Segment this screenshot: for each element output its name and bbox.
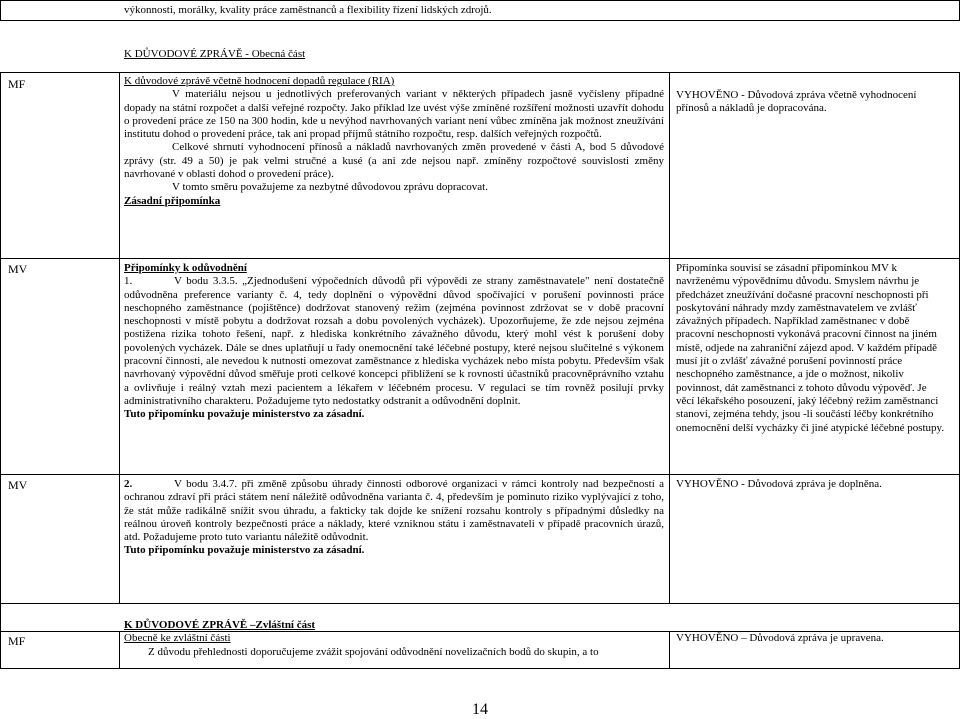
comment-paragraph: 2. V bodu 3.4.7. při změně způsobu úhrady činnosti odborové organizaci v rámci kontroly nad bezpečností a ochranou zdraví při práci státem není náležitě odůvodněna varianta č. 4, především je pominuto riziko vyplývající z toho, že stát může radikálně snížit svou úhradu, a fakticky tak dojde ke snížení rozsahu kontroly s případnými důsledky na reálnou úroveň kontroly bezpečnosti práce a náklady, které vzniknou státu i zaměstnavateli v případě pracovních úrazů, atd. Požadujeme proto tuto variantu náležitě odůvodnit.	[124, 478, 664, 544]
comment-title: K důvodové zprávě včetně hodnocení dopadů regulace (RIA)	[124, 75, 395, 87]
submitter-label: MV	[8, 262, 28, 276]
table-rule	[0, 474, 1, 604]
comment-title: Připomínky k odůvodnění	[124, 262, 247, 274]
submitter-label: MV	[8, 478, 28, 492]
comment-title: Obecně ke zvláštní části	[124, 632, 231, 645]
comment-paragraph: V tomto směru považujeme za nezbytné důvodovou zprávu dopracovat.	[172, 181, 488, 194]
comment-cell	[124, 75, 664, 208]
item-number: 1.	[124, 275, 133, 288]
section-heading: K DŮVODOVÉ ZPRÁVĚ –Zvláštní část	[124, 619, 316, 631]
table-rule	[0, 258, 960, 259]
table-rule	[119, 258, 120, 475]
table-rule	[669, 474, 670, 604]
page-number: 14	[472, 701, 488, 718]
comment-cell	[124, 619, 664, 659]
table-rule	[0, 72, 960, 73]
comment-conclusion: Tuto připomínku považuje ministerstvo za zásadní.	[124, 408, 365, 421]
comment-conclusion: Zásadní připomínka	[124, 194, 221, 207]
table-rule	[119, 474, 120, 604]
comment-paragraph: 1. V bodu 3.3.5. „Zjednodušení výpočedních důvodů při výpovědi ze strany zaměstnavatele" není dostatečně odůvodněna preference varianty č. 4, tedy doplnění o výpovědní důvod spočívající v porušení povinnosti práce neschopného zaměstnance (pojištěnce) dodržovat stanovený režim (zejména povinnost zdržovat se v době pracovní neschopnosti v místě pobytu a dodržovat rozsah a dobu povolených vycházek). Upozorňujeme, že zde nejsou zejména postižena rizika tohoto řešení, např. z hlediska konkrétního závažného důvodu, který mohl vést k porušení doby povolených vycházek. Dále se dnes uplatňují u řady onemocnění také léčebné postupy, které nejsou slučitelné s výkonem pracovní činnosti, ale nevedou k nutnosti omezovat zaměstnance z hlediska vycházek nebo místa pobytu. Především však navrhovaný výpovědní důvod směřuje proti celkové koncepci přiblížení se k rovnosti účastníků pracovněprávního vztahu a ovlivňuje i reálný vztah mezi pacientem a lékařem v léčebném procesu. V regulaci se tím rovněž posilují prvky administrativního charakteru. Požadujeme tyto nedostatky odstranit a odůvodnění doplnit.	[124, 275, 664, 407]
comment-cell	[124, 478, 664, 558]
table-rule	[0, 72, 1, 259]
table-rule	[0, 0, 960, 1]
comment-paragraph: Z důvodu přehlednosti doporučujeme zvážit spojování odůvodnění novelizačních bodů do skupin, a to	[148, 645, 599, 658]
table-rule	[0, 258, 1, 475]
continued-text: výkonnosti, morálky, kvality práce zaměstnanců a flexibility řízení lidských zdrojů.	[124, 4, 492, 16]
table-rule	[0, 631, 1, 669]
submitter-label: MF	[8, 77, 26, 91]
comment-conclusion: Tuto připomínku považuje ministerstvo za zásadní.	[124, 544, 365, 557]
table-rule	[669, 72, 670, 259]
table-rule	[0, 0, 1, 21]
section-heading: K DŮVODOVÉ ZPRÁVĚ - Obecná část	[124, 48, 306, 60]
resolution-cell: VYHOVĚNO – Důvodová zpráva je upravena.	[676, 632, 884, 644]
resolution-cell: VYHOVĚNO - Důvodová zpráva včetně vyhodnocení přínosů a nákladů je dopracována.	[676, 89, 917, 115]
table-rule	[669, 258, 670, 475]
comment-paragraph: Celkové shrnutí vyhodnocení přínosů a nákladů navrhovaných změn provedené v části A, bod 5 důvodové zprávy (str. 49 a 50) je pak velmi stručné a kusé (a ani zde nejsou např. zmíněny rozpočtové souvislosti změny navrhované v oblasti dohod o provedení práce).	[124, 141, 664, 181]
item-number: 2.	[124, 478, 133, 490]
table-rule	[0, 20, 960, 21]
submitter-label: MF	[8, 634, 26, 648]
comment-cell	[124, 262, 664, 422]
table-rule	[669, 631, 670, 669]
table-rule	[0, 603, 1, 632]
table-rule	[0, 668, 960, 669]
comment-paragraph: V materiálu nejsou u jednotlivých preferovaných variant v některých případech jasně vyčísleny případné dopady na státní rozpočet a další veřejné rozpočty. Jako příklad lze uvést výše zmíněné rozšíření možnosti uzavřít dohodu o provedení práce ze 150 na 300 hodin, kde u nevýhod navrhovaných variant není vůbec zmíněna jak možnost zneužívání institutu dohod o provedení práce, tak ani propad příjmů státního rozpočtu, resp. dalších veřejných rozpočtů.	[124, 88, 664, 141]
table-rule	[0, 603, 960, 604]
table-rule	[0, 474, 960, 475]
resolution-cell: VYHOVĚNO - Důvodová zpráva je doplněna.	[676, 478, 882, 490]
table-rule	[119, 631, 120, 669]
resolution-cell: Připomínka souvisí se zásadní připomínkou MV k navrženému výpovědnímu důvodu. Smyslem návrhu je předcházet zneužívání dočasné pracovní neschopnosti při poskytování náhrady mzdy zaměstnavatelem ve zvlášť závažných případech. Například zaměstnanec v době pracovní neschopnosti vykonává pracovní činnost na jiném místě, odjede na zahraniční zájezd apod. V každém případě musí jít o zvlášť závažné porušení povinností práce neschopného zaměstnance, a jde o možnost, nikoliv povinnost, dát zaměstnanci z tohoto důvodu výpověď. Je věcí lékařského posouzení, jaký léčebný režim zaměstnanci stanoví, zejména tehdy, jsou -li součástí léčby konkrétního onemocnění delší vycházky či jiné atypické léčebné postupy.	[676, 262, 945, 434]
table-rule	[119, 72, 120, 259]
